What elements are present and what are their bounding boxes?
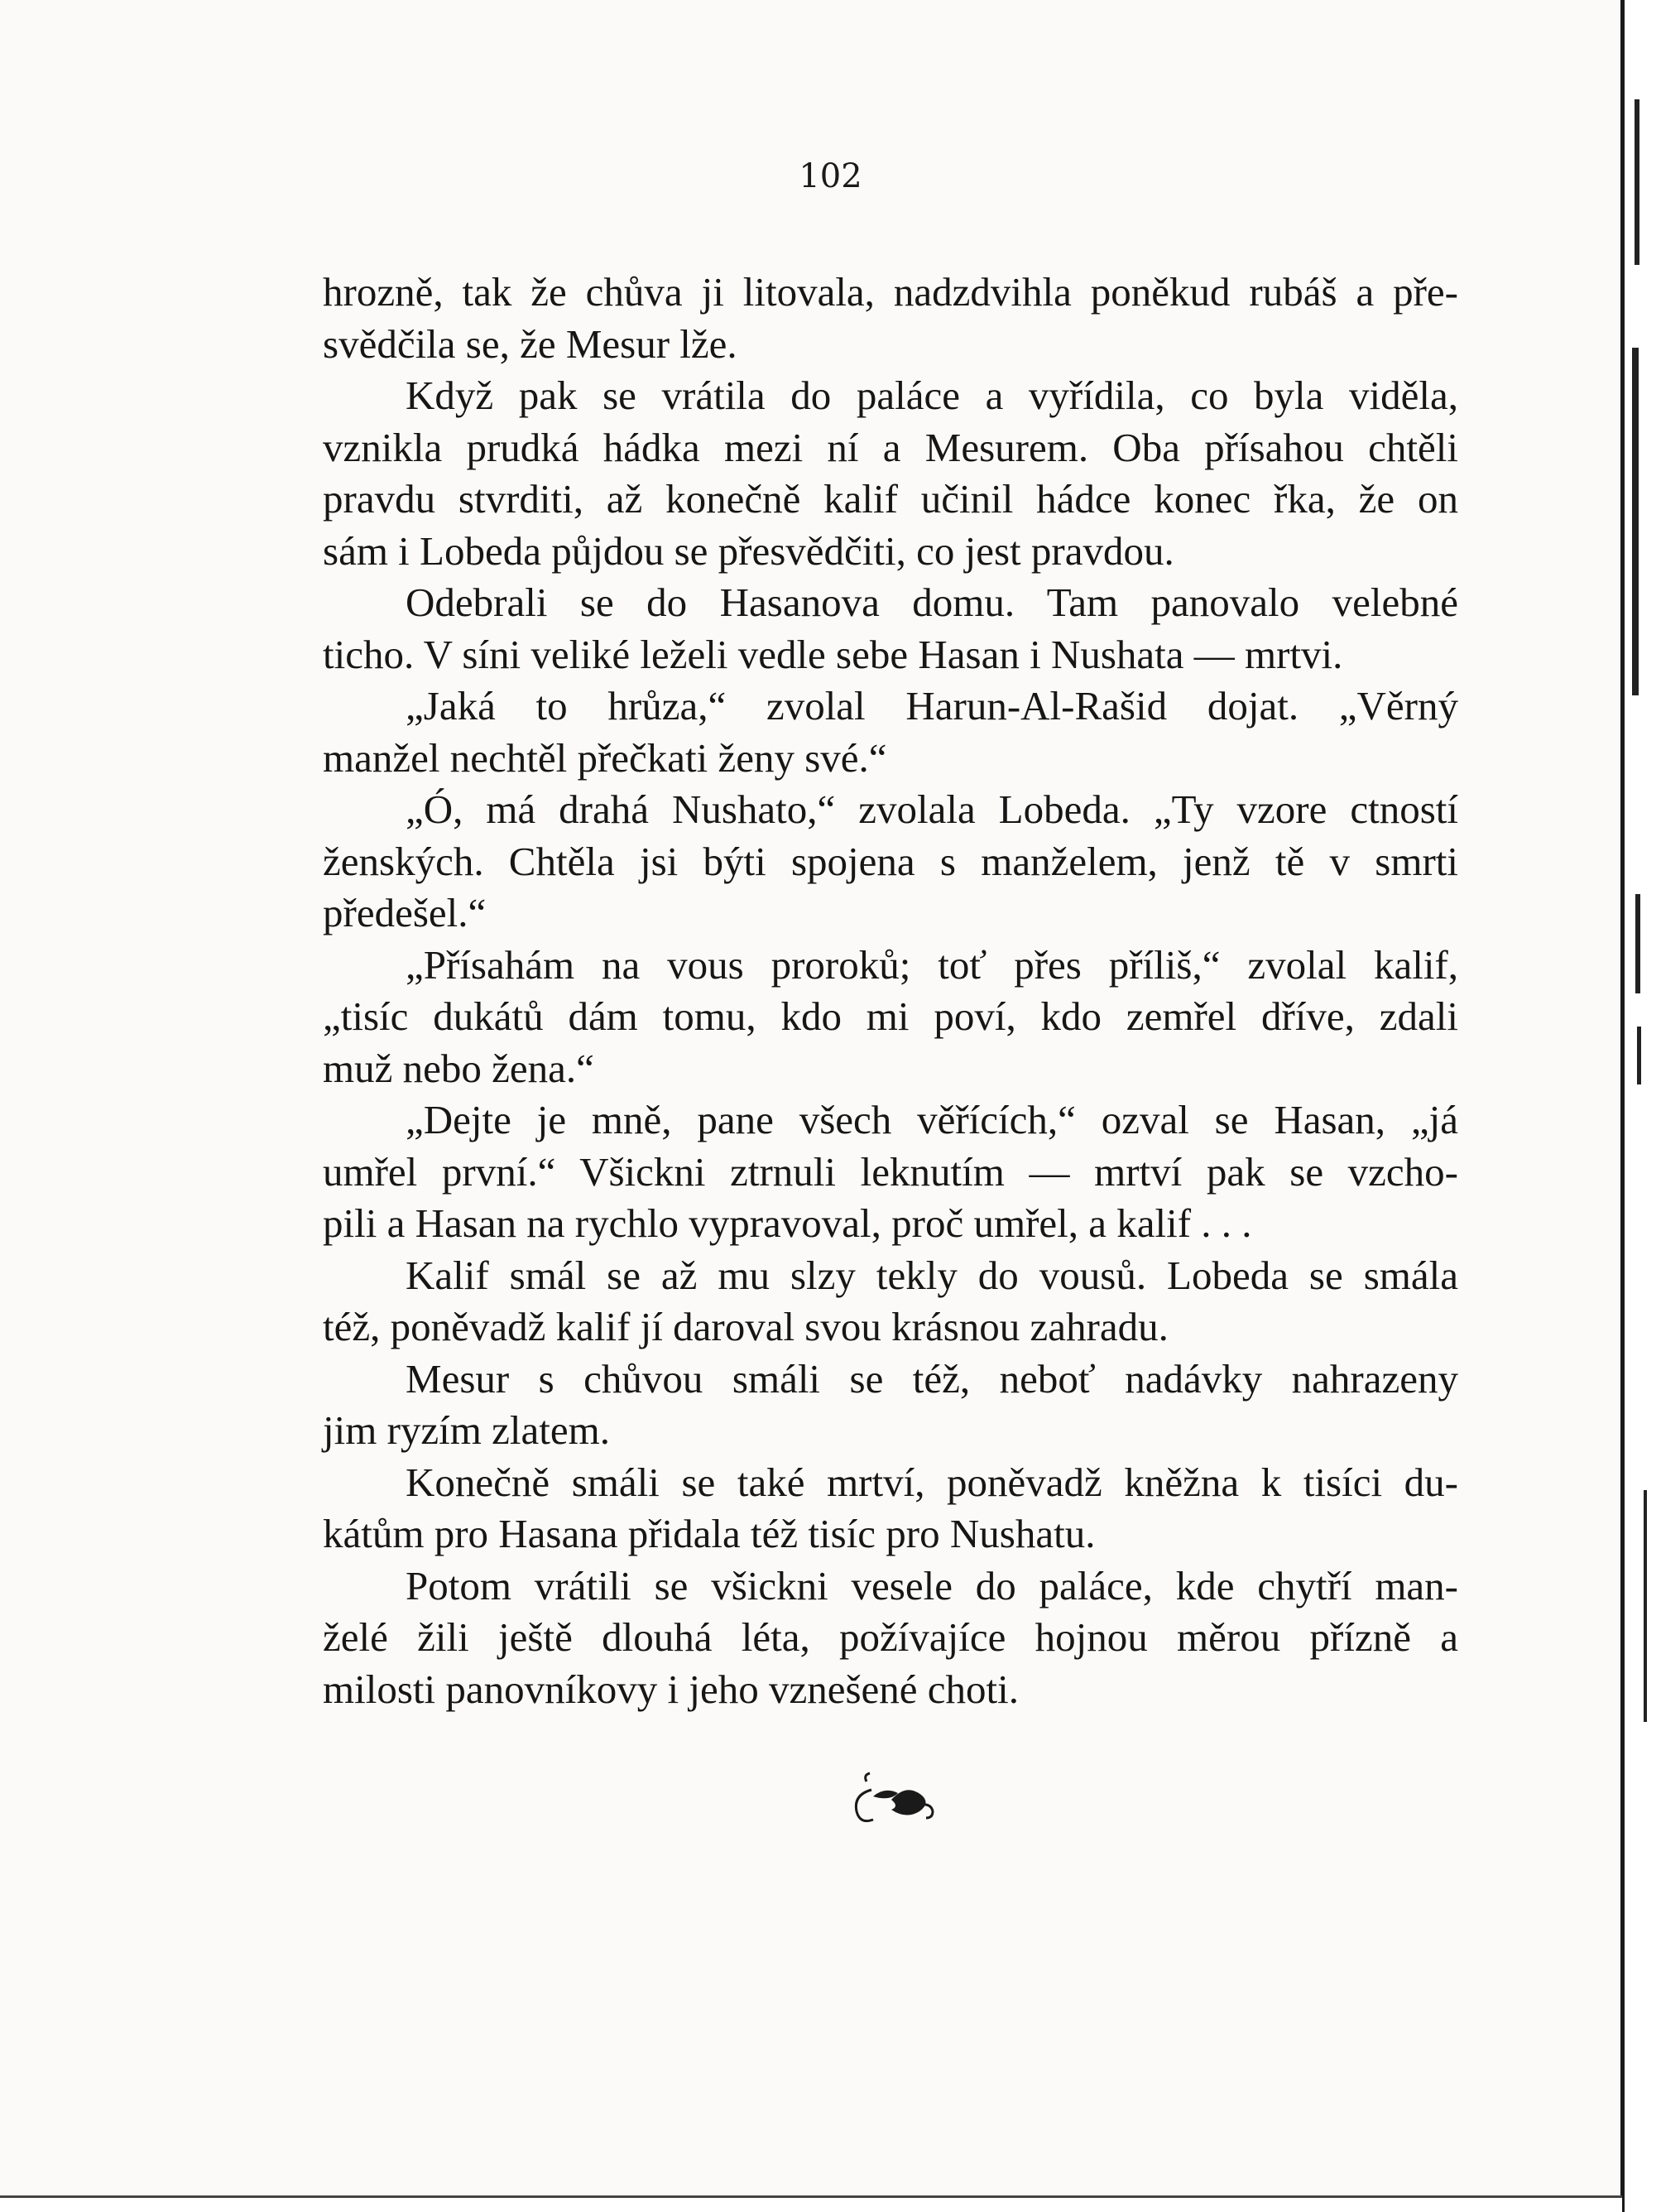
text-line: Když pak se vrátila do paláce a vyřídila, co byla viděla, [406,373,1458,418]
text-line: „Ó, má drahá Nushato,“ zvolala Lobeda. „Ty vzore ctností [406,786,1458,832]
scan-mark [1644,1490,1647,1722]
text-line: pili a Hasan na rychlo vypravoval, proč umřel, a kalif . . . [323,1200,1252,1246]
paragraph [323,1250,1458,1354]
text-line: Potom vrátili se všickni vesele do paláce, kde chytří man- [406,1562,1458,1609]
text-line: pravdu stvrditi, až konečně kalif učinil hádce konec řka, že on [323,476,1458,522]
text-line: předešel.“ [323,890,487,935]
paragraph [323,577,1458,680]
paragraph [323,1457,1458,1560]
text-line: manžel nechtěl přečkati ženy své.“ [323,734,887,781]
page-edge [1620,0,1661,2212]
scan-mark [1635,894,1640,993]
page-number: 102 [799,157,862,195]
text-line: muž nebo žena.“ [323,1045,594,1091]
text-line: Kalif smál se až mu slzy tekly do vousů. Lobeda se smála [406,1252,1458,1298]
scan-mark [1632,348,1639,695]
text-line: „Přísahám na vous proroků; toť přes příliš,“ zvolal kalif, [406,941,1458,988]
scan-mark [1637,1027,1641,1084]
paragraph [323,1560,1458,1716]
paragraph [323,1354,1458,1457]
text-line: umřel první.“ Všickni ztrnuli leknutím — mrtví pak se vzcho- [323,1148,1458,1195]
paragraph [323,784,1458,940]
scan-mark [1635,99,1639,265]
text-line: ženských. Chtěla jsi býti spojena s manželem, jenž tě v smrti [323,838,1458,884]
text-line: Konečně smáli se také mrtví, poněvadž kněžna k tisíci du- [406,1459,1458,1505]
text-line: sám i Lobeda půjdou se přesvědčiti, co jest pravdou. [323,527,1174,574]
text-line: „Jaká to hrůza,“ zvolal Harun-Al-Rašid dojat. „Věrný [406,683,1458,729]
body-text [323,267,1458,1715]
text-line: též, poněvadž kalif jí daroval svou krásnou zahradu. [323,1304,1169,1349]
page-bottom-edge [0,2195,1622,2212]
fleuron-ornament [848,1772,939,1830]
text-line: milosti panovníkovy i jeho vznešené choti. [323,1666,1020,1712]
text-line: ticho. V síni veliké leželi vedle sebe Hasan i Nushata — mrtvi. [323,631,1343,677]
paragraph [323,680,1458,784]
text-line: svědčila se, že Mesur lže. [323,320,737,367]
text-line: jim ryzím zlatem. [323,1407,610,1453]
text-line: vznikla prudká hádka mezi ní a Mesurem. Oba přísahou chtěli [323,424,1458,470]
paragraph [323,267,1458,370]
text-line: kátům pro Hasana přidala též tisíc pro Nushatu. [323,1511,1096,1556]
text-line: „tisíc dukátů dám tomu, kdo mi poví, kdo zemřel dříve, zdali [323,993,1458,1039]
paragraph [323,1094,1458,1250]
text-line: želé žili ještě dlouhá léta, požívajíce hojnou měrou přízně a [323,1614,1458,1660]
paragraph [323,370,1458,577]
text-line: Odebrali se do Hasanova domu. Tam panovalo velebné [406,579,1458,625]
text-line: Mesur s chůvou smáli se též, neboť nadávky nahrazeny [406,1355,1458,1402]
text-line: „Dejte je mně, pane všech věřících,“ ozval se Hasan, „já [406,1097,1458,1142]
text-line: hrozně, tak že chůva ji litovala, nadzdvihla poněkud rubáš a pře- [323,269,1458,315]
paragraph [323,940,1458,1095]
